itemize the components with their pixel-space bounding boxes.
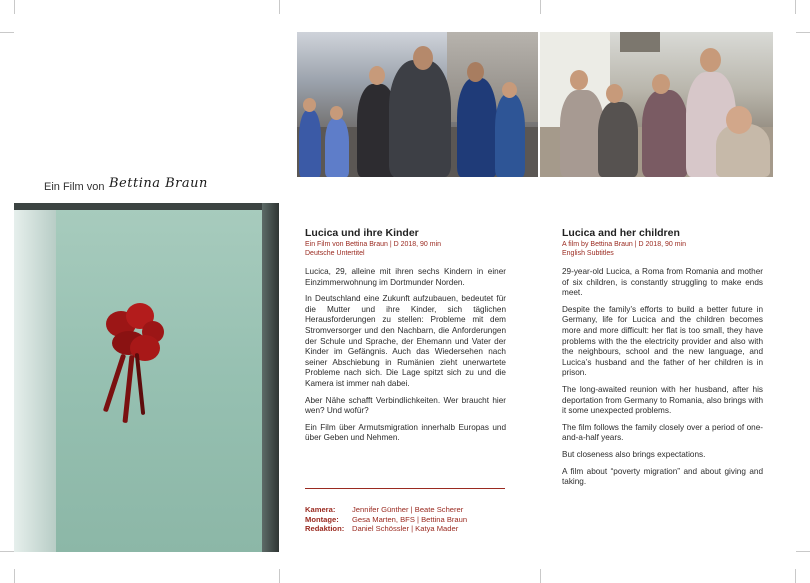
crop-mark (796, 551, 810, 552)
crop-mark (796, 32, 810, 33)
german-text-column (305, 227, 506, 450)
crew-names: Gesa Marten, BFS | Bettina Braun (352, 514, 468, 524)
crop-mark (540, 569, 541, 583)
divider-rule (305, 488, 505, 489)
living-room-photo (540, 32, 773, 177)
crew-names: Daniel Schössler | Katya Mader (352, 524, 459, 534)
crop-mark (0, 32, 14, 33)
german-paragraph: Lucica, 29, alleine mit ihren sechs Kindern in einer Einzimmerwohnung im Dortmunder Norden. (305, 267, 506, 287)
english-paragraph: A film about “poverty migration” and about giving and taking. (562, 466, 763, 487)
crop-mark (795, 0, 796, 14)
crew-names: Jennifer Günther | Beate Scherer (352, 505, 464, 514)
crew-credits (305, 505, 467, 534)
window-flower-photo (14, 203, 279, 552)
english-paragraph: 29-year-old Lucica, a Roma from Romania and mother of six children, is constantly struggling to make ends meet. (562, 267, 763, 298)
english-paragraph: Despite the family’s efforts to build a better future in Germany, life for Lucica and the children becomes more and more difficult: her flat is too small, they have problems with the the electricity provider and also with the neighbours, school and the new language, and Lucica’s husband and the father of her children is in prison. (562, 304, 763, 378)
english-paragraph: But closeness also brings expectations. (562, 449, 706, 459)
english-paragraph: The long-awaited reunion with her husband, after his deportation from Germany to Romania, also brings with it some unexpected problems. (562, 384, 763, 416)
german-paragraph: In Deutschland eine Zukunft aufzubauen, bedeutet für die Mutter und ihre Kinder, sich täglichen Herausforderungen zu stellen: Probleme mit dem Stromversorger und den Nachbarn, die Anforderungen der Schule und Sprache, der Ehemann und Vater der Kinder im Gefängnis. Auch das Wiedersehen nach seiner Abschiebung in Rumänien zieht unerwartete Probleme nach sich. Die Lage spitzt sich zu und die Kamera ist immer nah dabei. (305, 294, 506, 388)
english-subtitles-note: English Subtitles (562, 250, 614, 257)
crew-row (305, 505, 467, 515)
crop-mark (279, 569, 280, 583)
film-by-label: Ein Film von (44, 181, 105, 193)
crew-role: Redaktion: (305, 524, 345, 534)
crop-mark (14, 569, 15, 583)
english-body (562, 267, 763, 488)
german-body (305, 267, 506, 444)
english-credit: A film by Bettina Braun | D 2018, 90 min (562, 241, 686, 248)
crew-row (305, 524, 467, 534)
crew-role: Kamera: (305, 505, 336, 514)
crew-row (305, 515, 467, 525)
english-paragraph: The film follows the family closely over a period of one-and-a-half years. (562, 422, 763, 443)
german-title: Lucica und ihre Kinder (305, 227, 419, 239)
german-paragraph: Ein Film über Armutsmigration innerhalb Europas und über Geben und Nehmen. (305, 422, 506, 443)
english-text-column (562, 227, 763, 494)
crop-mark (279, 0, 280, 14)
crop-mark (540, 0, 541, 14)
german-paragraph: Aber Nähe schafft Verbindlichkeiten. Wer braucht hier wen? Und wofür? (305, 395, 506, 416)
director-signature: Bettina Braun (109, 176, 208, 191)
crop-mark (795, 569, 796, 583)
english-title: Lucica and her children (562, 227, 680, 239)
crew-role: Montage: (305, 514, 339, 524)
crop-mark (14, 0, 15, 14)
german-subtitles-note: Deutsche Untertitel (305, 250, 365, 257)
german-credit: Ein Film von Bettina Braun | D 2018, 90 min (305, 241, 442, 248)
street-scene-photo (297, 32, 538, 177)
crop-mark (0, 551, 14, 552)
